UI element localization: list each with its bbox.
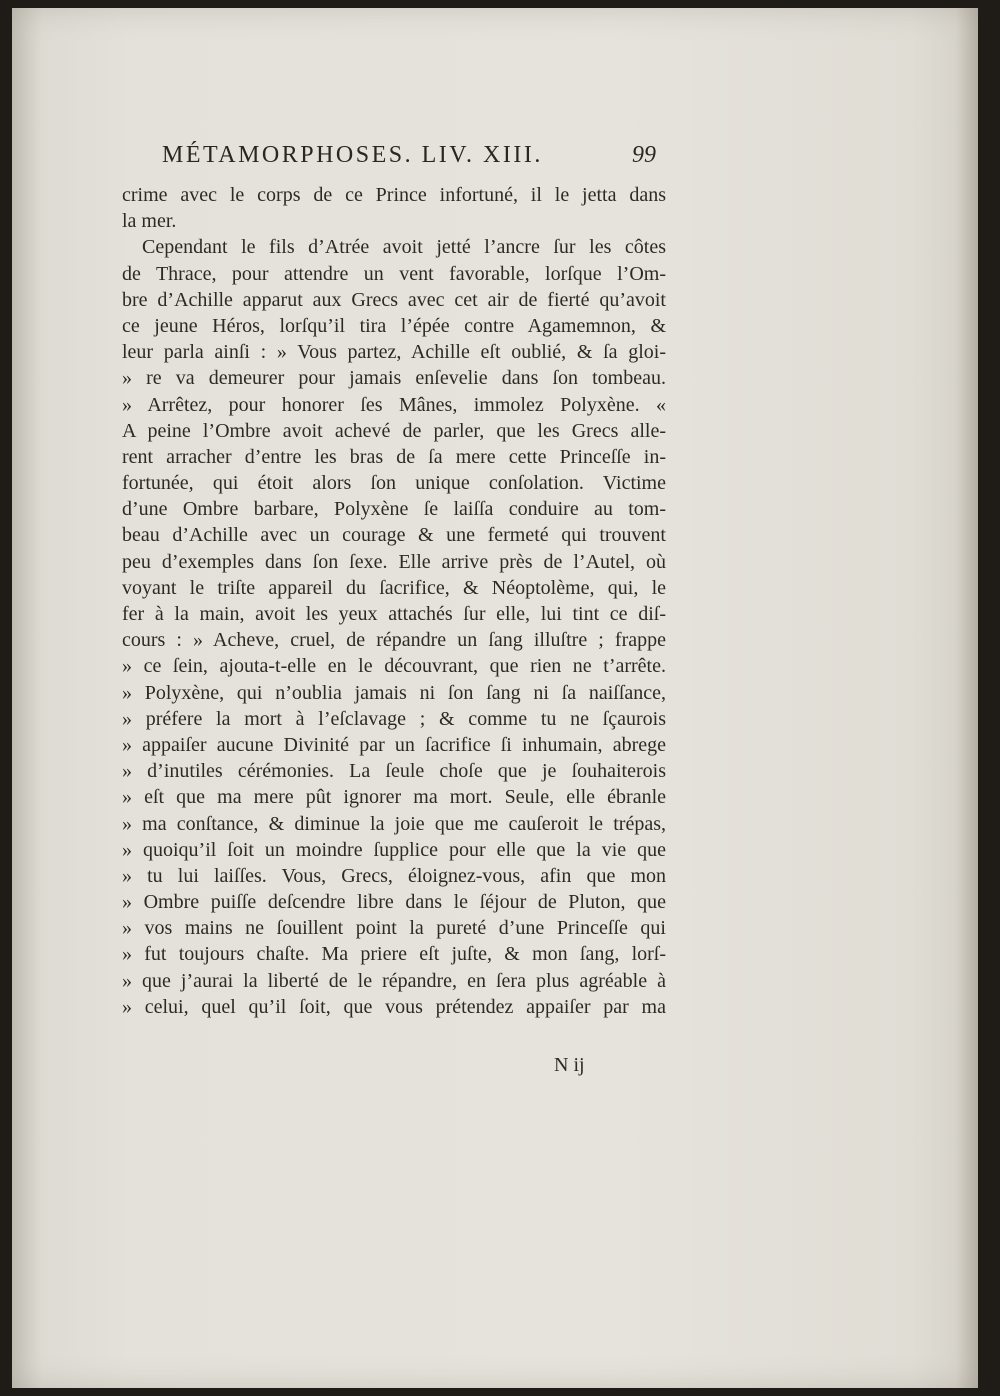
text-line: » que j’aurai la liberté de le répandre, en ſera plus agréable à: [122, 969, 666, 992]
text-line: » tu lui laiſſes. Vous, Grecs, éloignez-vous, afin que mon: [122, 864, 666, 887]
text-line: ce jeune Héros, lorſqu’il tira l’épée contre Agamemnon, &: [122, 314, 666, 337]
text-line: bre d’Achille apparut aux Grecs avec cet air de fierté qu’avoit: [122, 288, 666, 311]
page-edge-shadow: [956, 8, 978, 1388]
text-line: voyant le triſte appareil du ſacrifice, & Néoptolème, qui, le: [122, 576, 666, 599]
text-line: » celui, quel qu’il ſoit, que vous prétendez appaiſer par ma: [122, 995, 666, 1018]
text-line: fortunée, qui étoit alors ſon unique conſolation. Victime: [122, 472, 666, 495]
text-line: » d’inutiles cérémonies. La ſeule choſe que je ſouhaiterois: [122, 760, 666, 783]
text-line: » Arrêtez, pour honorer ſes Mânes, immolez Polyxène. «: [122, 393, 666, 416]
text-line: leur parla ainſi : » Vous partez, Achille eſt oublié, & ſa gloi-: [122, 341, 666, 364]
text-line: beau d’Achille avec un courage & une fermeté qui trouvent: [122, 524, 666, 547]
text-line: » préfere la mort à l’eſclavage ; & comme tu ne ſçaurois: [122, 707, 666, 730]
text-line: fer à la main, avoit les yeux attachés ſur elle, lui tint ce diſ-: [122, 603, 666, 625]
running-head-title: MÉTAMORPHOSES. LIV. XIII.: [162, 142, 543, 168]
text-line: cours : » Acheve, cruel, de répandre un ſang illuſtre ; frappe: [122, 629, 666, 652]
text-line: » ma conſtance, & diminue la joie que me cauſeroit le trépas,: [122, 812, 666, 835]
body-text: [122, 182, 666, 1020]
text-line: » appaiſer aucune Divinité par un ſacrifice ſi inhumain, abrege: [122, 733, 666, 756]
text-line: » Polyxène, qui n’oublia jamais ni ſon ſang ni ſa naiſſance,: [122, 681, 666, 704]
text-line: » fut toujours chaſte. Ma priere eſt juſte, & mon ſang, lorſ-: [122, 943, 666, 966]
text-line: rent arracher d’entre les bras de ſa mere cette Princeſſe in-: [122, 445, 666, 468]
text-line: A peine l’Ombre avoit achevé de parler, que les Grecs alle-: [122, 419, 666, 442]
text-line: » re va demeurer pour jamais enſevelie dans ſon tombeau.: [122, 367, 666, 390]
text-line: d’une Ombre barbare, Polyxène ſe laiſſa conduire au tom-: [122, 498, 666, 521]
text-line: » ce ſein, ajouta-t-elle en le découvrant, que rien ne t’arrête.: [122, 655, 666, 678]
page-number: 99: [632, 142, 656, 168]
text-line: » eſt que ma mere pût ignorer ma mort. Seule, elle ébranle: [122, 786, 666, 809]
signature-mark: N ij: [554, 1054, 585, 1076]
text-line: la mer.: [122, 210, 177, 233]
text-line: peu d’exemples dans ſon ſexe. Elle arrive près de l’Autel, où: [122, 550, 666, 573]
text-line: crime avec le corps de ce Prince infortuné, il le jetta dans: [122, 184, 666, 206]
text-line: » Ombre puiſſe deſcendre libre dans le ſéjour de Pluton, que: [122, 891, 666, 914]
text-line: » vos mains ne ſouillent point la pureté d’une Princeſſe qui: [122, 917, 666, 940]
text-line: » quoiqu’il ſoit un moindre ſupplice pour elle que la vie que: [122, 838, 666, 861]
text-line: de Thrace, pour attendre un vent favorable, lorſque l’Om-: [122, 262, 666, 285]
text-line: Cependant le fils d’Atrée avoit jetté l’ancre ſur les côtes: [142, 236, 666, 259]
running-head: [162, 142, 662, 169]
